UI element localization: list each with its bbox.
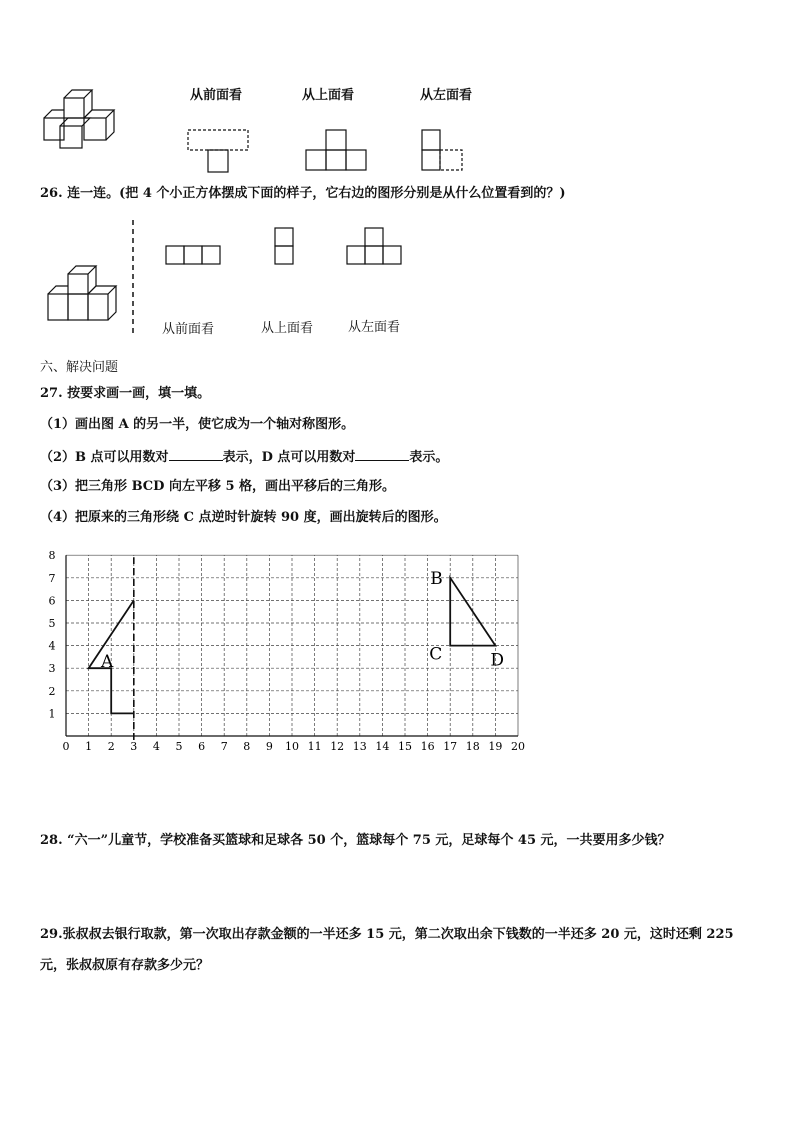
x-tick-label: 0 <box>62 740 70 753</box>
q26-label-left[interactable]: 从左面看 <box>348 320 401 335</box>
x-tick-label: 12 <box>330 740 345 753</box>
q27-sub2 <box>40 448 448 466</box>
b-coordinate-blank[interactable] <box>169 448 223 461</box>
x-tick-label: 10 <box>285 740 299 753</box>
q27-sub2-part-a: （2）B 点可以用数对 <box>40 450 169 465</box>
x-tick-label: 11 <box>307 740 322 753</box>
y-tick-label: 5 <box>48 617 56 630</box>
x-tick-label: 5 <box>175 740 183 753</box>
d-coordinate-blank[interactable] <box>355 448 409 461</box>
q25-view-top-label: 从上面看 <box>302 88 355 103</box>
y-tick-label: 2 <box>48 684 56 698</box>
q26-text <box>40 186 566 202</box>
q25-left-view-shape <box>420 128 466 174</box>
section-6-title: 六、解决问题 <box>40 360 119 375</box>
q27-sub3: （3）把三角形 BCD 向左平移 5 格，画出平移后的三角形。 <box>40 479 396 494</box>
q27-sub2-part-b: 表示，D 点可以用数对 <box>222 450 356 465</box>
x-tick-label: 15 <box>398 740 412 753</box>
q27-number: 27. <box>40 386 63 401</box>
q25-cube-figure <box>40 84 130 156</box>
y-tick-label: 4 <box>48 639 56 653</box>
q26-dashed-divider <box>128 218 138 336</box>
q27-sub2-part-c: 表示。 <box>409 450 449 465</box>
q25-top-view-shape <box>302 128 368 174</box>
x-tick-label: 7 <box>220 740 228 753</box>
q28-number: 28. <box>40 833 63 848</box>
y-tick-label: 3 <box>48 662 56 676</box>
x-tick-label: 20 <box>511 740 525 753</box>
q26-cube-figure <box>40 262 128 330</box>
x-tick-label: 14 <box>375 740 390 753</box>
q26-shape-3[interactable] <box>345 226 405 268</box>
x-tick-label: 17 <box>443 740 458 753</box>
q27-text: 按要求画一画，填一填。 <box>67 386 211 401</box>
shape-a-label: A <box>101 652 114 673</box>
x-tick-label: 3 <box>130 740 138 753</box>
y-tick-label: 6 <box>48 594 56 608</box>
q27-sub1: （1）画出图 A 的另一半，使它成为一个轴对称图形。 <box>40 417 355 432</box>
x-tick-label: 4 <box>152 740 160 753</box>
q29-number: 29. <box>40 927 63 942</box>
point-d-label: D <box>490 650 505 671</box>
x-tick-label: 16 <box>420 740 435 753</box>
point-b-label: B <box>430 568 443 589</box>
q26-label-top[interactable]: 从上面看 <box>261 321 314 336</box>
x-tick-label: 6 <box>198 740 206 753</box>
q25-view-left-label: 从左面看 <box>420 88 473 103</box>
q26-shape-2[interactable] <box>273 226 297 268</box>
point-c-label: C <box>429 644 443 665</box>
q28-text <box>40 833 671 849</box>
q25-view-front-label: 从前面看 <box>190 88 243 103</box>
coordinate-grid[interactable] <box>40 542 540 754</box>
x-tick-label: 18 <box>465 740 480 753</box>
x-tick-label: 9 <box>265 740 273 753</box>
y-tick-label: 1 <box>48 707 56 721</box>
x-tick-label: 19 <box>488 740 503 753</box>
q26-question: 连一连。(把 4 个小正方体摆成下面的样子，它右边的图形分别是从什么位置看到的？) <box>67 186 566 201</box>
q29-line2: 元，张叔叔原有存款多少元？ <box>40 958 210 973</box>
q25-front-view-shape <box>186 128 250 174</box>
x-tick-label: 1 <box>85 740 93 753</box>
q29-line1 <box>40 927 734 943</box>
q26-number: 26. <box>40 186 63 201</box>
q26-label-front[interactable]: 从前面看 <box>162 322 215 337</box>
q28-question: “六一”儿童节，学校准备买篮球和足球各 50 个，篮球每个 75 元，足球每个 45 元，一共要用多少钱？ <box>67 833 671 848</box>
y-tick-label: 8 <box>48 549 56 563</box>
x-tick-label: 8 <box>243 740 251 753</box>
q26-shape-1[interactable] <box>164 244 224 268</box>
x-tick-label: 13 <box>352 740 367 753</box>
q27-heading <box>40 386 210 402</box>
q29-question-line1: 张叔叔去银行取款，第一次取出存款金额的一半还多 15 元，第二次取出余下钱数的一半还多 20 元，这时还剩 225 <box>62 927 734 942</box>
q27-sub4: （4）把原来的三角形绕 C 点逆时针旋转 90 度，画出旋转后的图形。 <box>40 510 447 525</box>
y-tick-label: 7 <box>48 571 56 585</box>
x-tick-label: 2 <box>107 740 115 753</box>
